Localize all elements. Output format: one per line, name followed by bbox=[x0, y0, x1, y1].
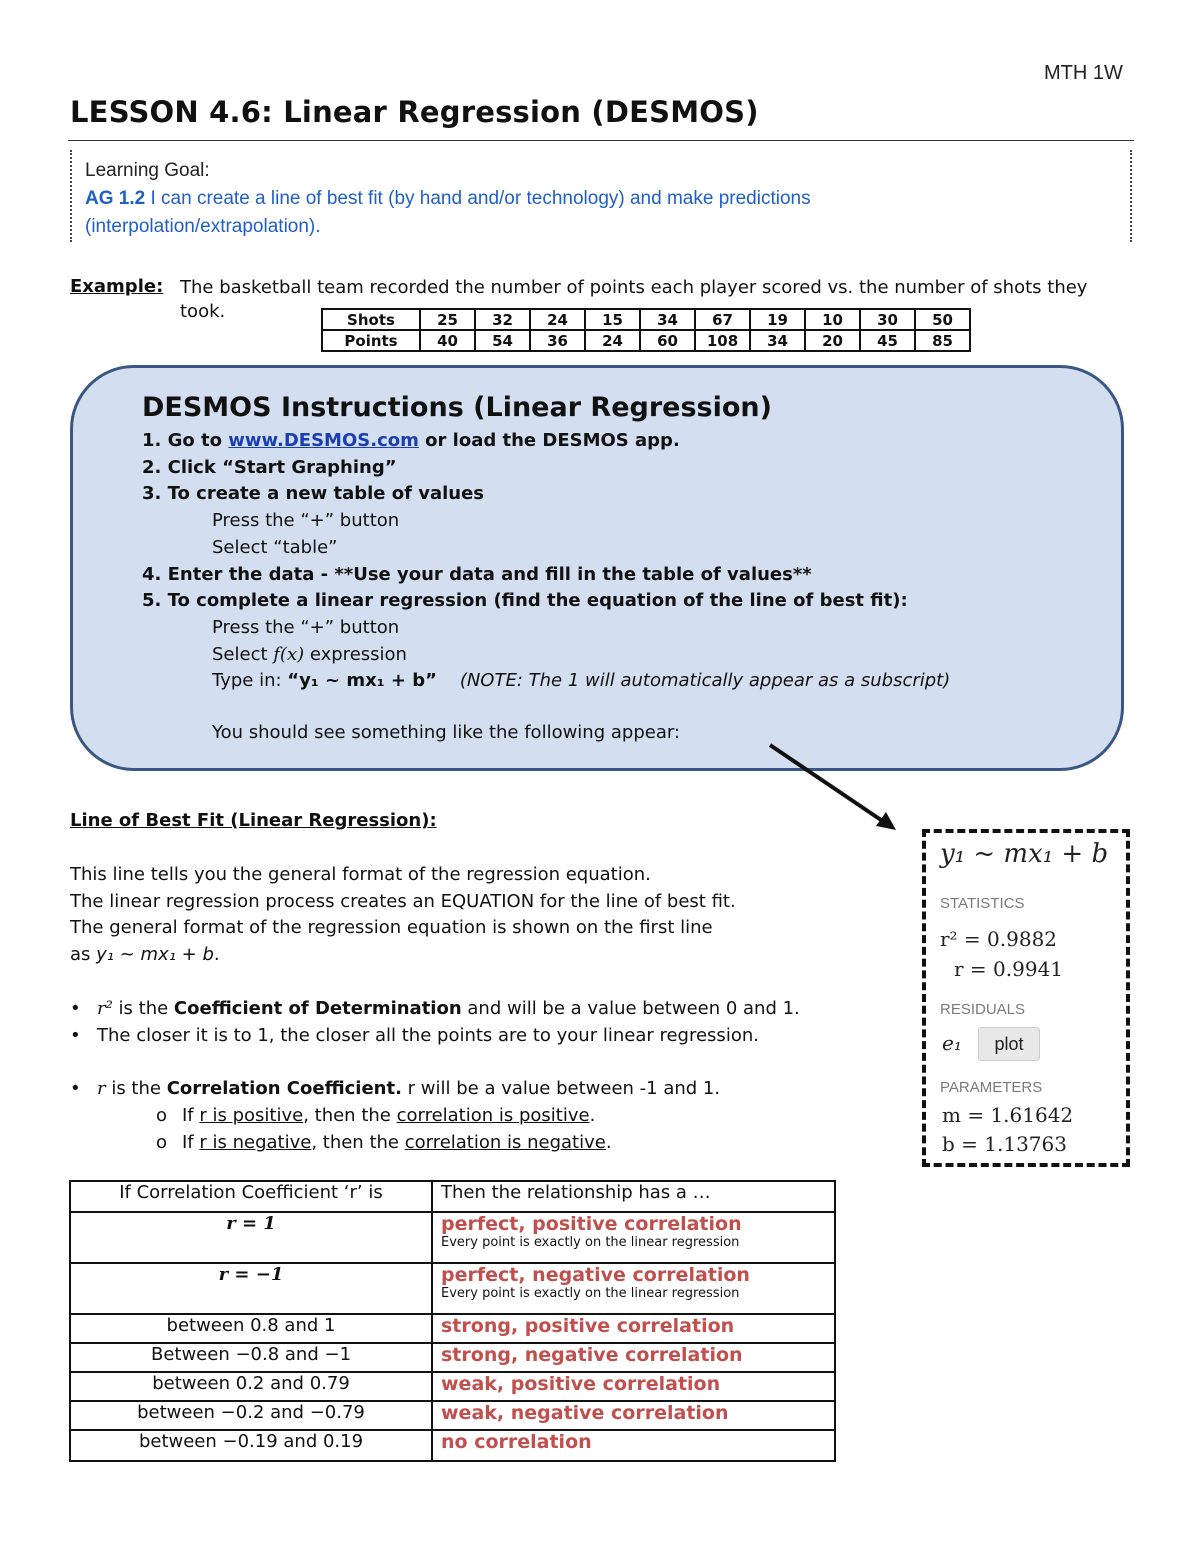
r-math: r bbox=[97, 1078, 106, 1099]
row-result-cell bbox=[432, 1314, 835, 1343]
sub-pos-pre: If bbox=[182, 1105, 200, 1126]
step-5c bbox=[142, 668, 1102, 695]
learning-goal-line1: I can create a line of best fit (by hand and/or technology) and make predictions bbox=[145, 188, 811, 209]
bullet-icon: • bbox=[70, 1025, 81, 1046]
bullet-r bbox=[70, 1075, 900, 1102]
fx-math: f(x) bbox=[273, 643, 305, 665]
step-3b: Select “table” bbox=[212, 536, 338, 558]
bullet-r2 bbox=[70, 995, 900, 1022]
bullet-closer bbox=[70, 1022, 900, 1049]
learning-goal-line2: (interpolation/extrapolation). bbox=[85, 216, 321, 237]
points-cell: 45 bbox=[860, 330, 915, 351]
desmos-output-box bbox=[922, 829, 1130, 1167]
sub-pos-post: . bbox=[589, 1105, 596, 1126]
header-right: Then the relationship has a … bbox=[432, 1181, 835, 1212]
lobf-title: Line of Best Fit (Linear Regression): bbox=[70, 810, 437, 831]
title-divider bbox=[68, 140, 1134, 141]
learning-goal-text bbox=[85, 185, 1115, 213]
plot-button[interactable]: plot bbox=[978, 1027, 1040, 1061]
shots-cell: 19 bbox=[750, 309, 805, 330]
sub-pos-u2: correlation is positive bbox=[396, 1105, 590, 1126]
course-code: MTH 1W bbox=[1044, 62, 1123, 84]
shots-cell: 32 bbox=[475, 309, 530, 330]
shots-cell: 24 bbox=[530, 309, 585, 330]
learning-goal bbox=[85, 157, 1115, 241]
lobf-line4-pre: as bbox=[70, 943, 97, 965]
lobf-line2: The linear regression process creates an EQUATION for the line of best fit. bbox=[70, 890, 736, 912]
row-result: no correlation bbox=[441, 1431, 592, 1453]
points-cell: 85 bbox=[915, 330, 970, 351]
points-cell: 54 bbox=[475, 330, 530, 351]
step-5c-formula: “y₁ ~ mx₁ + b” bbox=[287, 670, 437, 692]
lobf-line3: The general format of the regression equation is shown on the first line bbox=[70, 917, 713, 938]
correlation-row bbox=[70, 1372, 835, 1401]
shots-row bbox=[322, 309, 970, 330]
step-1 bbox=[142, 428, 1102, 455]
page-title: LESSON 4.6: Linear Regression (DESMOS) bbox=[70, 95, 759, 129]
goal-bracket-left bbox=[70, 150, 78, 242]
desmos-expression: y₁ ~ mx₁ + b bbox=[940, 839, 1109, 869]
example-text: The basketball team recorded the number of points each player scored vs. the number of shots they took. bbox=[180, 277, 1088, 322]
sub-neg-post: . bbox=[605, 1132, 612, 1153]
points-cell: 34 bbox=[750, 330, 805, 351]
lobf-bullets bbox=[70, 995, 900, 1156]
bullet-r2-term: Coefficient of Determination bbox=[173, 998, 462, 1019]
sub-bullet-positive bbox=[70, 1102, 900, 1129]
row-condition: r = −1 bbox=[70, 1263, 432, 1314]
lobf-equation: y₁ ~ mx₁ + b bbox=[96, 943, 214, 965]
step-1-post: or load the DESMOS app. bbox=[418, 430, 680, 451]
points-cell: 60 bbox=[640, 330, 695, 351]
arrow-head bbox=[876, 812, 896, 830]
row-note: Every point is exactly on the linear regression bbox=[441, 1286, 740, 1301]
correlation-row bbox=[70, 1212, 835, 1263]
shots-cell: 34 bbox=[640, 309, 695, 330]
row-result: strong, positive correlation bbox=[441, 1315, 735, 1337]
sub-pos-u1: r is positive bbox=[199, 1105, 304, 1126]
correlation-row bbox=[70, 1314, 835, 1343]
goal-bracket-right bbox=[1124, 150, 1132, 242]
row-result: perfect, positive correlation bbox=[441, 1213, 742, 1235]
example-label-text: Example bbox=[70, 276, 157, 297]
bullet-r-term: Correlation Coefficient. bbox=[166, 1078, 402, 1099]
points-row-label: Points bbox=[322, 330, 420, 351]
bullet-icon: • bbox=[70, 1078, 81, 1099]
bullet-r-pre: is the bbox=[105, 1078, 167, 1099]
shots-row-label: Shots bbox=[322, 309, 420, 330]
sub-neg-pre: If bbox=[182, 1132, 200, 1153]
row-condition: between −0.19 and 0.19 bbox=[70, 1430, 432, 1461]
correlation-row bbox=[70, 1263, 835, 1314]
lobf-line4 bbox=[70, 942, 900, 969]
e1-label: e₁ bbox=[942, 1031, 962, 1055]
step-5a: Press the “+” button bbox=[212, 616, 400, 638]
step-2: 2. Click “Start Graphing” bbox=[142, 456, 397, 478]
step-5c-pre: Type in: bbox=[212, 670, 288, 692]
step-5c-note: (NOTE: The 1 will automatically appear as a subscript) bbox=[459, 670, 951, 692]
row-result-cell bbox=[432, 1212, 835, 1263]
step-5: 5. To complete a linear regression (find the equation of the line of best fit): bbox=[142, 590, 908, 612]
r2-math: r² bbox=[97, 998, 113, 1019]
row-result: perfect, negative correlation bbox=[441, 1264, 750, 1286]
bullet-r-post: r will be a value between -1 and 1. bbox=[401, 1078, 721, 1099]
step-3a: Press the “+” button bbox=[212, 510, 400, 532]
header-left: If Correlation Coefficient ‘r’ is bbox=[70, 1181, 432, 1212]
step-5b-post: expression bbox=[304, 643, 407, 665]
parameters-label: PARAMETERS bbox=[940, 1079, 1043, 1096]
sub-pos-mid: , then the bbox=[303, 1105, 397, 1126]
points-cell: 40 bbox=[420, 330, 475, 351]
shots-cell: 15 bbox=[585, 309, 640, 330]
example-label-colon: : bbox=[156, 276, 164, 297]
sub-neg-u1: r is negative bbox=[199, 1132, 312, 1153]
row-condition: Between −0.8 and −1 bbox=[70, 1343, 432, 1372]
m-value: m = 1.61642 bbox=[942, 1103, 1074, 1127]
statistics-label: STATISTICS bbox=[940, 895, 1025, 912]
row-condition: between 0.2 and 0.79 bbox=[70, 1372, 432, 1401]
step-4: 4. Enter the data - **Use your data and fill in the table of values** bbox=[142, 563, 812, 585]
points-cell: 108 bbox=[695, 330, 750, 351]
shots-cell: 10 bbox=[805, 309, 860, 330]
row-result: weak, positive correlation bbox=[441, 1373, 721, 1395]
instructions-heading: DESMOS Instructions (Linear Regression) bbox=[142, 392, 772, 423]
shots-cell: 25 bbox=[420, 309, 475, 330]
r-squared-value: r² = 0.9882 bbox=[940, 927, 1058, 951]
lobf-body bbox=[70, 862, 900, 968]
bullet-icon: • bbox=[70, 998, 81, 1019]
row-result: weak, negative correlation bbox=[441, 1402, 729, 1424]
bullet-closer-text: The closer it is to 1, the closer all the points are to your linear regression. bbox=[97, 1025, 759, 1046]
bullet-r2-pre: is the bbox=[112, 998, 174, 1019]
learning-goal-label: Learning Goal: bbox=[85, 160, 210, 181]
row-result-cell bbox=[432, 1263, 835, 1314]
row-result-cell bbox=[432, 1430, 835, 1461]
correlation-row bbox=[70, 1343, 835, 1372]
step-5b-pre: Select bbox=[212, 643, 274, 665]
step-5b bbox=[142, 642, 1102, 669]
correlation-table bbox=[69, 1180, 836, 1462]
points-cell: 36 bbox=[530, 330, 585, 351]
r-value: r = 0.9941 bbox=[954, 957, 1064, 981]
row-result-cell bbox=[432, 1401, 835, 1430]
row-condition: r = 1 bbox=[70, 1212, 432, 1263]
example-label bbox=[70, 276, 163, 297]
instructions bbox=[142, 388, 1102, 747]
shots-points-table bbox=[321, 308, 971, 352]
correlation-row bbox=[70, 1430, 835, 1461]
sub-neg-u2: correlation is negative bbox=[404, 1132, 606, 1153]
row-result-cell bbox=[432, 1372, 835, 1401]
shots-cell: 50 bbox=[915, 309, 970, 330]
learning-goal-code: AG 1.2 bbox=[85, 188, 146, 209]
row-condition: between −0.2 and −0.79 bbox=[70, 1401, 432, 1430]
b-value: b = 1.13763 bbox=[942, 1132, 1067, 1156]
correlation-row bbox=[70, 1401, 835, 1430]
shots-cell: 30 bbox=[860, 309, 915, 330]
lobf-line4-post: . bbox=[213, 943, 220, 965]
sub-bullet-icon: o bbox=[156, 1132, 168, 1153]
row-condition: between 0.8 and 1 bbox=[70, 1314, 432, 1343]
shots-cell: 67 bbox=[695, 309, 750, 330]
residuals-label: RESIDUALS bbox=[940, 1001, 1026, 1018]
row-result-cell bbox=[432, 1343, 835, 1372]
step-1-pre: 1. Go to bbox=[142, 430, 229, 451]
points-cell: 20 bbox=[805, 330, 860, 351]
bullet-r2-post: and will be a value between 0 and 1. bbox=[461, 998, 800, 1019]
lobf-line1: This line tells you the general format of the regression equation. bbox=[70, 864, 651, 885]
row-note: Every point is exactly on the linear regression bbox=[441, 1235, 740, 1250]
sub-bullet-icon: o bbox=[156, 1105, 168, 1126]
correlation-header-row bbox=[70, 1181, 835, 1212]
desmos-link[interactable]: www.DESMOS.com bbox=[228, 430, 419, 451]
step-3: 3. To create a new table of values bbox=[142, 483, 484, 505]
points-cell: 24 bbox=[585, 330, 640, 351]
row-result: strong, negative correlation bbox=[441, 1344, 743, 1366]
points-row bbox=[322, 330, 970, 351]
step-6: You should see something like the following appear: bbox=[212, 722, 680, 744]
sub-neg-mid: , then the bbox=[311, 1132, 405, 1153]
sub-bullet-negative bbox=[70, 1129, 900, 1156]
